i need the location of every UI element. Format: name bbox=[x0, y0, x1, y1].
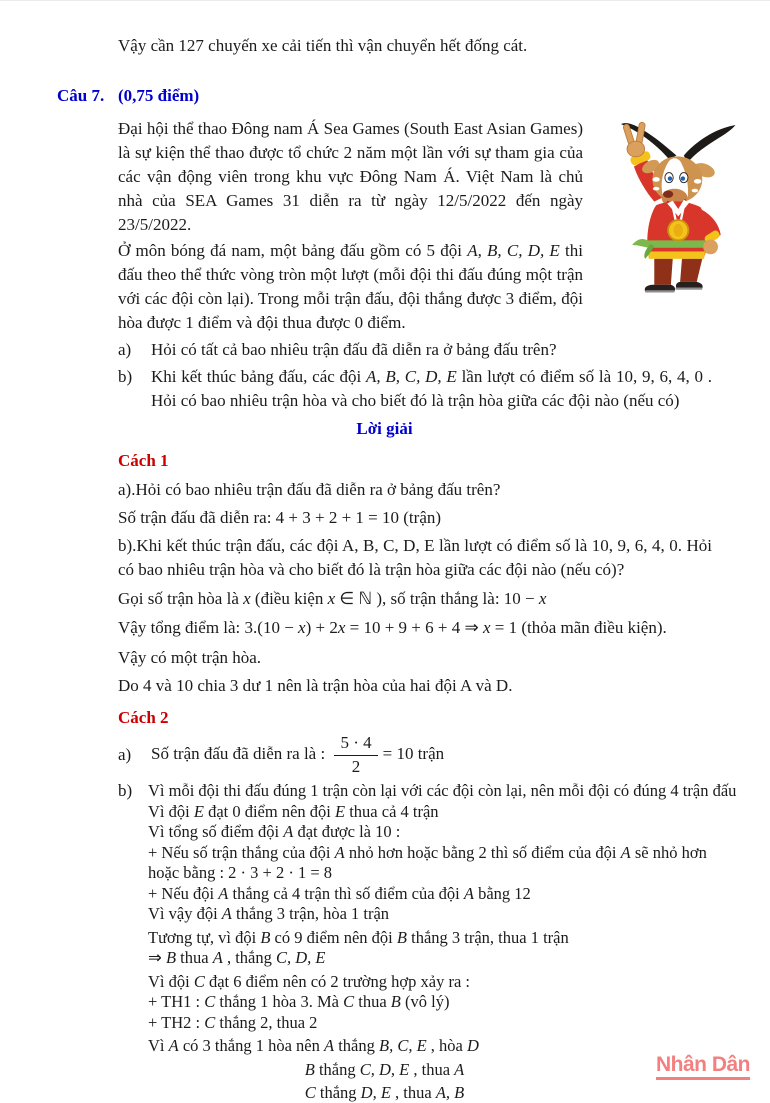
solution-line: b).Khi kết thúc trận đấu, các đội A, B, C, D, E lần lượt có điểm số là 10, 9, 6, 4, 0. Hỏi có bao nhiêu trận hòa và cho biết đó là trận hòa giữa các đội nào (nếu có)? bbox=[118, 536, 712, 579]
saola-mascot-illustration bbox=[593, 113, 758, 293]
question-item-a bbox=[118, 338, 712, 362]
solution-line: Vì tổng số điểm đội A đạt được là 10 : bbox=[148, 822, 401, 841]
solution-centered-line: B thắng C, D, E , thua A bbox=[304, 1059, 465, 1079]
question-heading bbox=[57, 84, 712, 108]
sea-games-mascot-image bbox=[593, 113, 758, 293]
method-2-heading: Cách 2 bbox=[118, 708, 169, 727]
method2-item-b-lines bbox=[148, 781, 736, 1057]
solution-line: Vì đội E đạt 0 điểm nên đội E thua cả 4 trận bbox=[148, 801, 439, 821]
solution-line: + TH2 : C thắng 2, thua 2 bbox=[148, 1012, 318, 1032]
solution-heading: Lời giải bbox=[356, 419, 413, 438]
solution-line: Tương tự, vì đội B có 9 điểm nên đội B thắng 3 trận, thua 1 trận bbox=[148, 927, 569, 947]
item-b-label: b) bbox=[118, 367, 133, 386]
previous-answer-line: Vậy cần 127 chuyến xe cải tiến thì vận chuyển hết đống cát. bbox=[118, 36, 528, 55]
solution-line: Vậy có một trận hòa. bbox=[118, 648, 262, 667]
question-number: Câu 7. bbox=[57, 86, 105, 105]
solution-line: Vì A có 3 thắng 1 hòa nên A thắng B, C, E , hòa D bbox=[148, 1036, 479, 1055]
method2-item-b bbox=[118, 781, 737, 1057]
question-item-b bbox=[118, 365, 712, 413]
solution-line: Vì mỗi đội thi đấu đúng 1 trận còn lại với các đội còn lại, nên mỗi đội có đúng 4 trận đấu bbox=[148, 781, 737, 800]
nhan-dan-watermark-logo: Nhân Dân bbox=[656, 1053, 750, 1080]
question-paragraph-2: Ở môn bóng đá nam, một bảng đấu gồm có 5 đội A, B, C, D, E thi đấu theo thể thức vòng tròn một lượt (mỗi đội thi đấu đúng một trận với các đội còn lại). Trong mỗi trận đấu, đội thắng được 3 điểm, đội hòa được 1 điểm và đội thua được 0 điểm. bbox=[118, 241, 583, 332]
question-body bbox=[118, 117, 712, 413]
item-b-text: Khi kết thúc bảng đấu, các đội A, B, C, D, E lần lượt có điểm số là 10, 9, 6, 4, 0 . Hỏi có bao nhiêu trận hòa và cho biết đó là trận hòa giữa các đội nào (nếu có) bbox=[151, 367, 712, 410]
solution-line: + Nếu đội A thắng cả 4 trận thì số điểm của đội A bằng 12 bbox=[148, 883, 531, 903]
solution-line: Gọi số trận hòa là x (điều kiện x ∈ ℕ ), số trận thắng là: 10 − x bbox=[118, 589, 547, 608]
question-points: (0,75 điểm) bbox=[118, 86, 200, 105]
method2-item-a-label: a) bbox=[118, 745, 132, 764]
solution-line: Vì vậy đội A thắng 3 trận, hòa 1 trận bbox=[148, 904, 390, 923]
solution-line: + TH1 : C thắng 1 hòa 3. Mà C thua B (vô lý) bbox=[148, 992, 450, 1011]
solution-line: Số trận đấu đã diễn ra: 4 + 3 + 2 + 1 = 10 (trận) bbox=[118, 508, 442, 527]
method2-item-a-text: Số trận đấu đã diễn ra là : $\frac{5 \cdot 4}{2}$ = 10 trận bbox=[151, 733, 445, 776]
method-1-heading: Cách 1 bbox=[118, 451, 169, 470]
solution-line: ⇒ B thua A , thắng C, D, E bbox=[148, 948, 326, 967]
method2-item-b-label: b) bbox=[118, 781, 133, 800]
item-a-label: a) bbox=[118, 340, 132, 359]
item-a-text: Hỏi có tất cả bao nhiêu trận đấu đã diễn ra ở bảng đấu trên? bbox=[151, 340, 557, 359]
solution-line: a).Hỏi có bao nhiêu trận đấu đã diễn ra ở bảng đấu trên? bbox=[118, 480, 501, 499]
method2-item-a bbox=[118, 733, 712, 777]
solution-line: Vậy tổng điểm là: 3.(10 − x) + 2x = 10 + 9 + 6 + 4 ⇒ x = 1 (thỏa mãn điều kiện). bbox=[118, 618, 667, 637]
question-paragraph-1: Đại hội thể thao Đông nam Á Sea Games (South East Asian Games) là sự kiện thể thao được tổ chức 2 năm một lần với sự tham gia của các vận động viên trong khu vực Đông Nam Á. Việt Nam là chủ nhà của SEA Games 31 diễn ra từ ngày 12/5/2022 đến ngày 23/5/2022. bbox=[118, 119, 583, 234]
solution-centered-line: C thắng D, E , thua A, B bbox=[304, 1082, 465, 1102]
solution-line: Do 4 và 10 chia 3 dư 1 nên là trận hòa của hai đội A và D. bbox=[118, 676, 513, 695]
solution-line: Vì đội C đạt 6 điểm nên có 2 trường hợp xảy ra : bbox=[148, 971, 470, 991]
solution-line: + Nếu số trận thắng của đội A nhỏ hơn hoặc bằng 2 thì số điểm của đội A sẽ nhỏ hơn hoặc bằng : 2 · 3 + 2 · 1 = 8 bbox=[148, 842, 707, 882]
